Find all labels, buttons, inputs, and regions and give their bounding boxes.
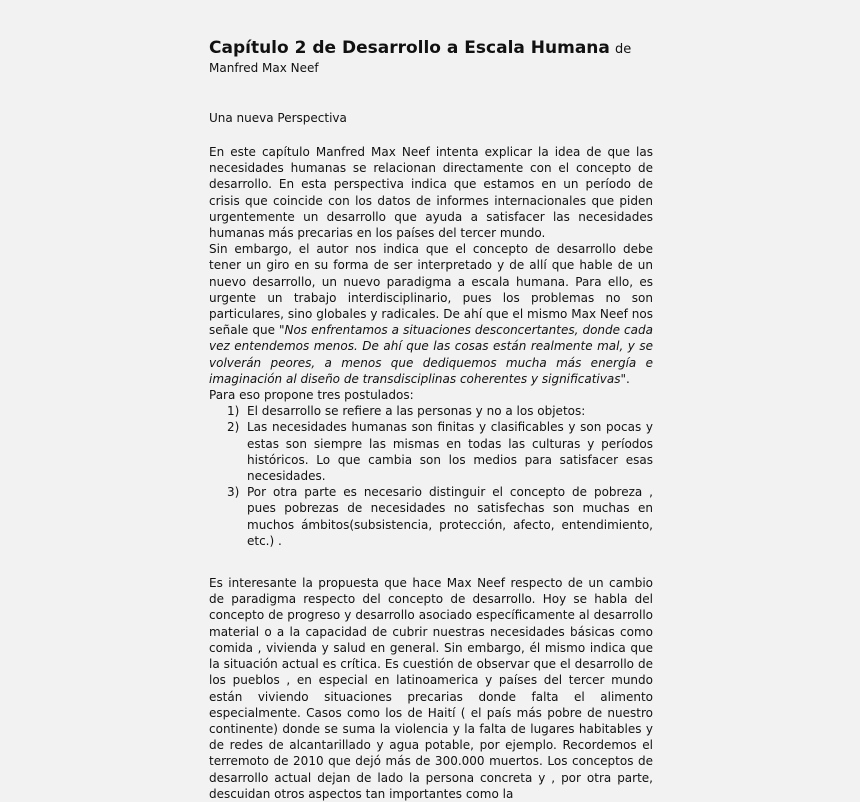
paragraph-1: En este capítulo Manfred Max Neef intenta explicar la idea de que las necesidades humanas se relacionan directamente con el concepto de desarrollo. En esta perspectiva indica que estamos en un período de crisis que coincide con los datos de informes internacionales que piden urgentemente un desarrollo que ayuda a satisfacer las necesidades humanas más precarias en los países del tercer mundo. (209, 145, 653, 241)
postulados-intro: Para eso propone tres postulados: (209, 388, 414, 403)
document-content (209, 38, 653, 802)
list-item-text: Por otra parte es necesario distinguir el concepto de pobreza , pues pobrezas de necesidades no satisfechas son muchas en muchos ámbitos(subsistencia, protección, afecto, entendimiento, etc.) . (247, 485, 653, 548)
list-item (209, 403, 653, 419)
document-title (209, 38, 653, 60)
list-item-number: 1) (227, 404, 240, 419)
postulados-list (209, 403, 653, 549)
title-main: Capítulo 2 de Desarrollo a Escala Humana (209, 38, 610, 58)
paragraph-2 (209, 241, 653, 387)
section-subtitle: Una nueva Perspectiva (209, 111, 347, 125)
list-item-number: 2) (227, 420, 240, 435)
list-item (209, 419, 653, 484)
paragraph-2-quote: Nos enfrentamos a situaciones desconcertantes, donde cada vez entendemos menos. De ahí que las cosas están realmente mal, y se volverán peores, a menos que dediquemos mucha más energía e imaginación al diseño de transdisciplinas coherentes y significativas (209, 323, 653, 386)
title-suffix: de (614, 42, 632, 57)
document-author: Manfred Max Neef (209, 61, 319, 75)
paragraph-2-end: ". (620, 371, 630, 386)
paragraph-2-text: Sin embargo, el autor nos indica que el concepto de desarrollo debe tener un giro en su forma de ser interpretado y de allí que hable de un nuevo desarrollo, un nuevo paradigma a escala humana. Para ello, es urgente un trabajo interdisciplinario, pues los problemas no son particulares, sino globales y radicales. De ahí que el mismo Max Neef nos señale que " (209, 242, 653, 338)
list-item-text: El desarrollo se refiere a las personas y no a los objetos: (247, 404, 586, 419)
paragraph-3: Es interesante la propuesta que hace Max Neef respecto de un cambio de paradigma respecto del concepto de desarrollo. Hoy se habla del concepto de progreso y desarrollo asociado específicamente al desarrollo material o a la capacidad de cubrir nuestras necesidades básicas como comida , vivienda y salud en general. Sin embargo, él mismo indica que la situación actual es crítica. Es cuestión de observar que el desarrollo de los pueblos , en especial en latinoamerica y países del tercer mundo están viviendo situaciones precarias donde falta el alimento especialmente. Casos como los de Haití ( el país más pobre de nuestro continente) donde se suma la violencia y la falta de lugares habitables y de redes de alcantarillado y agua potable, por ejemplo. Recordemos el terremoto de 2010 que dejó más de 300.000 muertos. Los conceptos de desarrollo actual dejan de lado la persona concreta y , por otra parte, descuidan otros aspectos tan importantes como la (209, 576, 653, 801)
list-item-text: Las necesidades humanas son finitas y clasificables y son pocas y estas son siempre las mismas en todas las culturas y períodos históricos. Lo que cambia son los medios para satisfacer esas necesidades. (247, 420, 653, 484)
list-item (209, 484, 653, 549)
list-item-number: 3) (227, 485, 240, 500)
